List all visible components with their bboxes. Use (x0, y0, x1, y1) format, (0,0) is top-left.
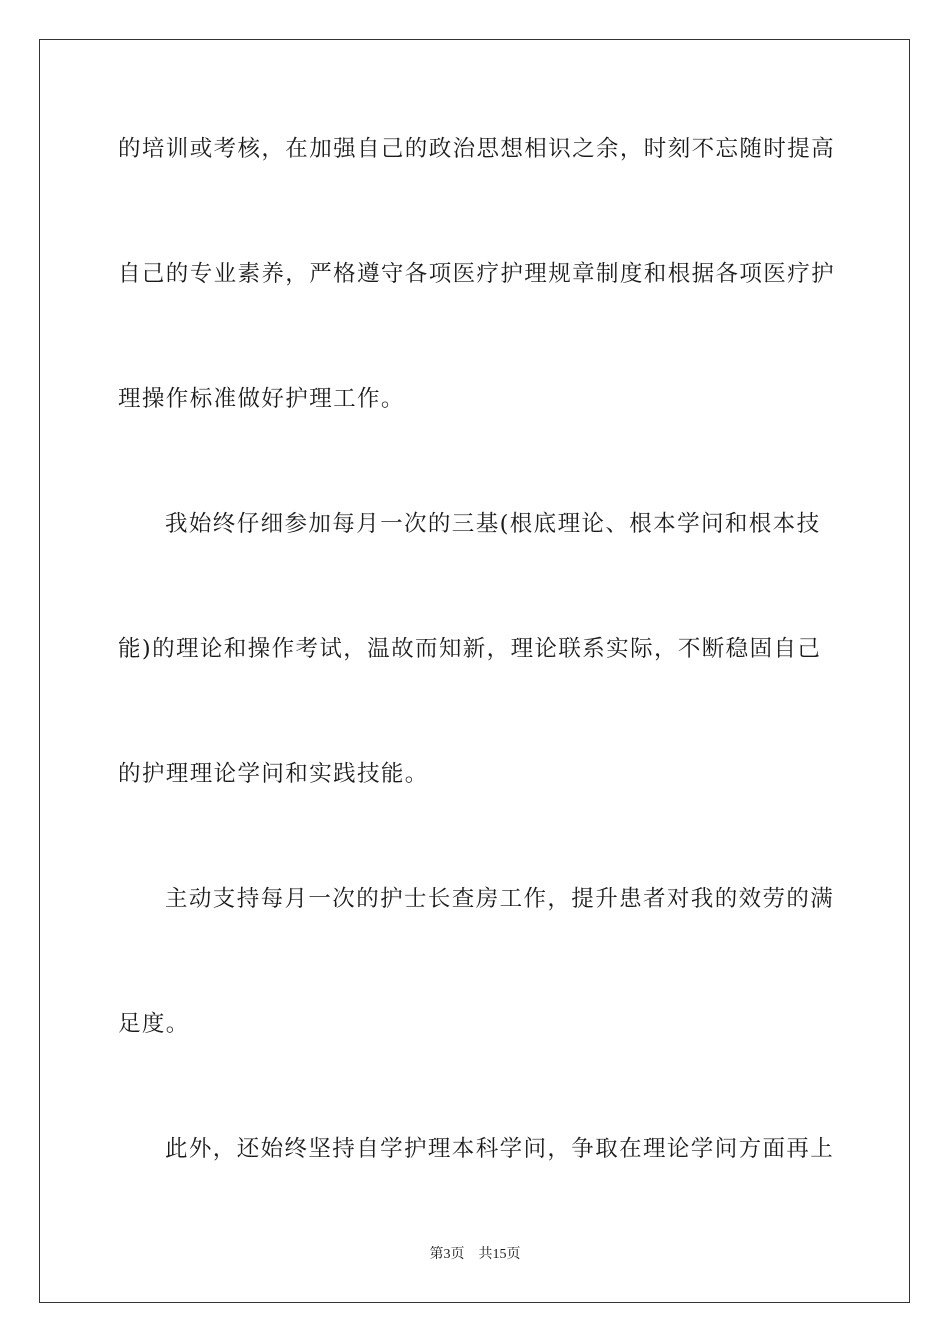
text-line-5: 能)的理论和操作考试，温故而知新，理论联系实际，不断稳固自己 (118, 636, 822, 662)
page-border (39, 39, 910, 1303)
page-number: 第3页 (429, 1247, 465, 1262)
text-line-4: 我始终仔细参加每月一次的三基(根底理论、根本学问和根本技 (165, 511, 821, 537)
page-total: 共15页 (478, 1247, 521, 1262)
text-line-2: 自己的专业素养，严格遵守各项医疗护理规章制度和根据各项医疗护 (118, 261, 836, 287)
text-line-6: 的护理理论学问和实践技能。 (118, 761, 429, 787)
text-line-8: 足度。 (118, 1011, 190, 1037)
page-footer (0, 1246, 950, 1264)
text-line-7: 主动支持每月一次的护士长查房工作，提升患者对我的效劳的满 (165, 886, 835, 912)
text-line-1: 的培训或考核，在加强自己的政治思想相识之余，时刻不忘随时提高 (118, 136, 836, 162)
text-line-3: 理操作标准做好护理工作。 (118, 386, 405, 412)
text-line-9: 此外，还始终坚持自学护理本科学问，争取在理论学问方面再上 (165, 1136, 835, 1162)
